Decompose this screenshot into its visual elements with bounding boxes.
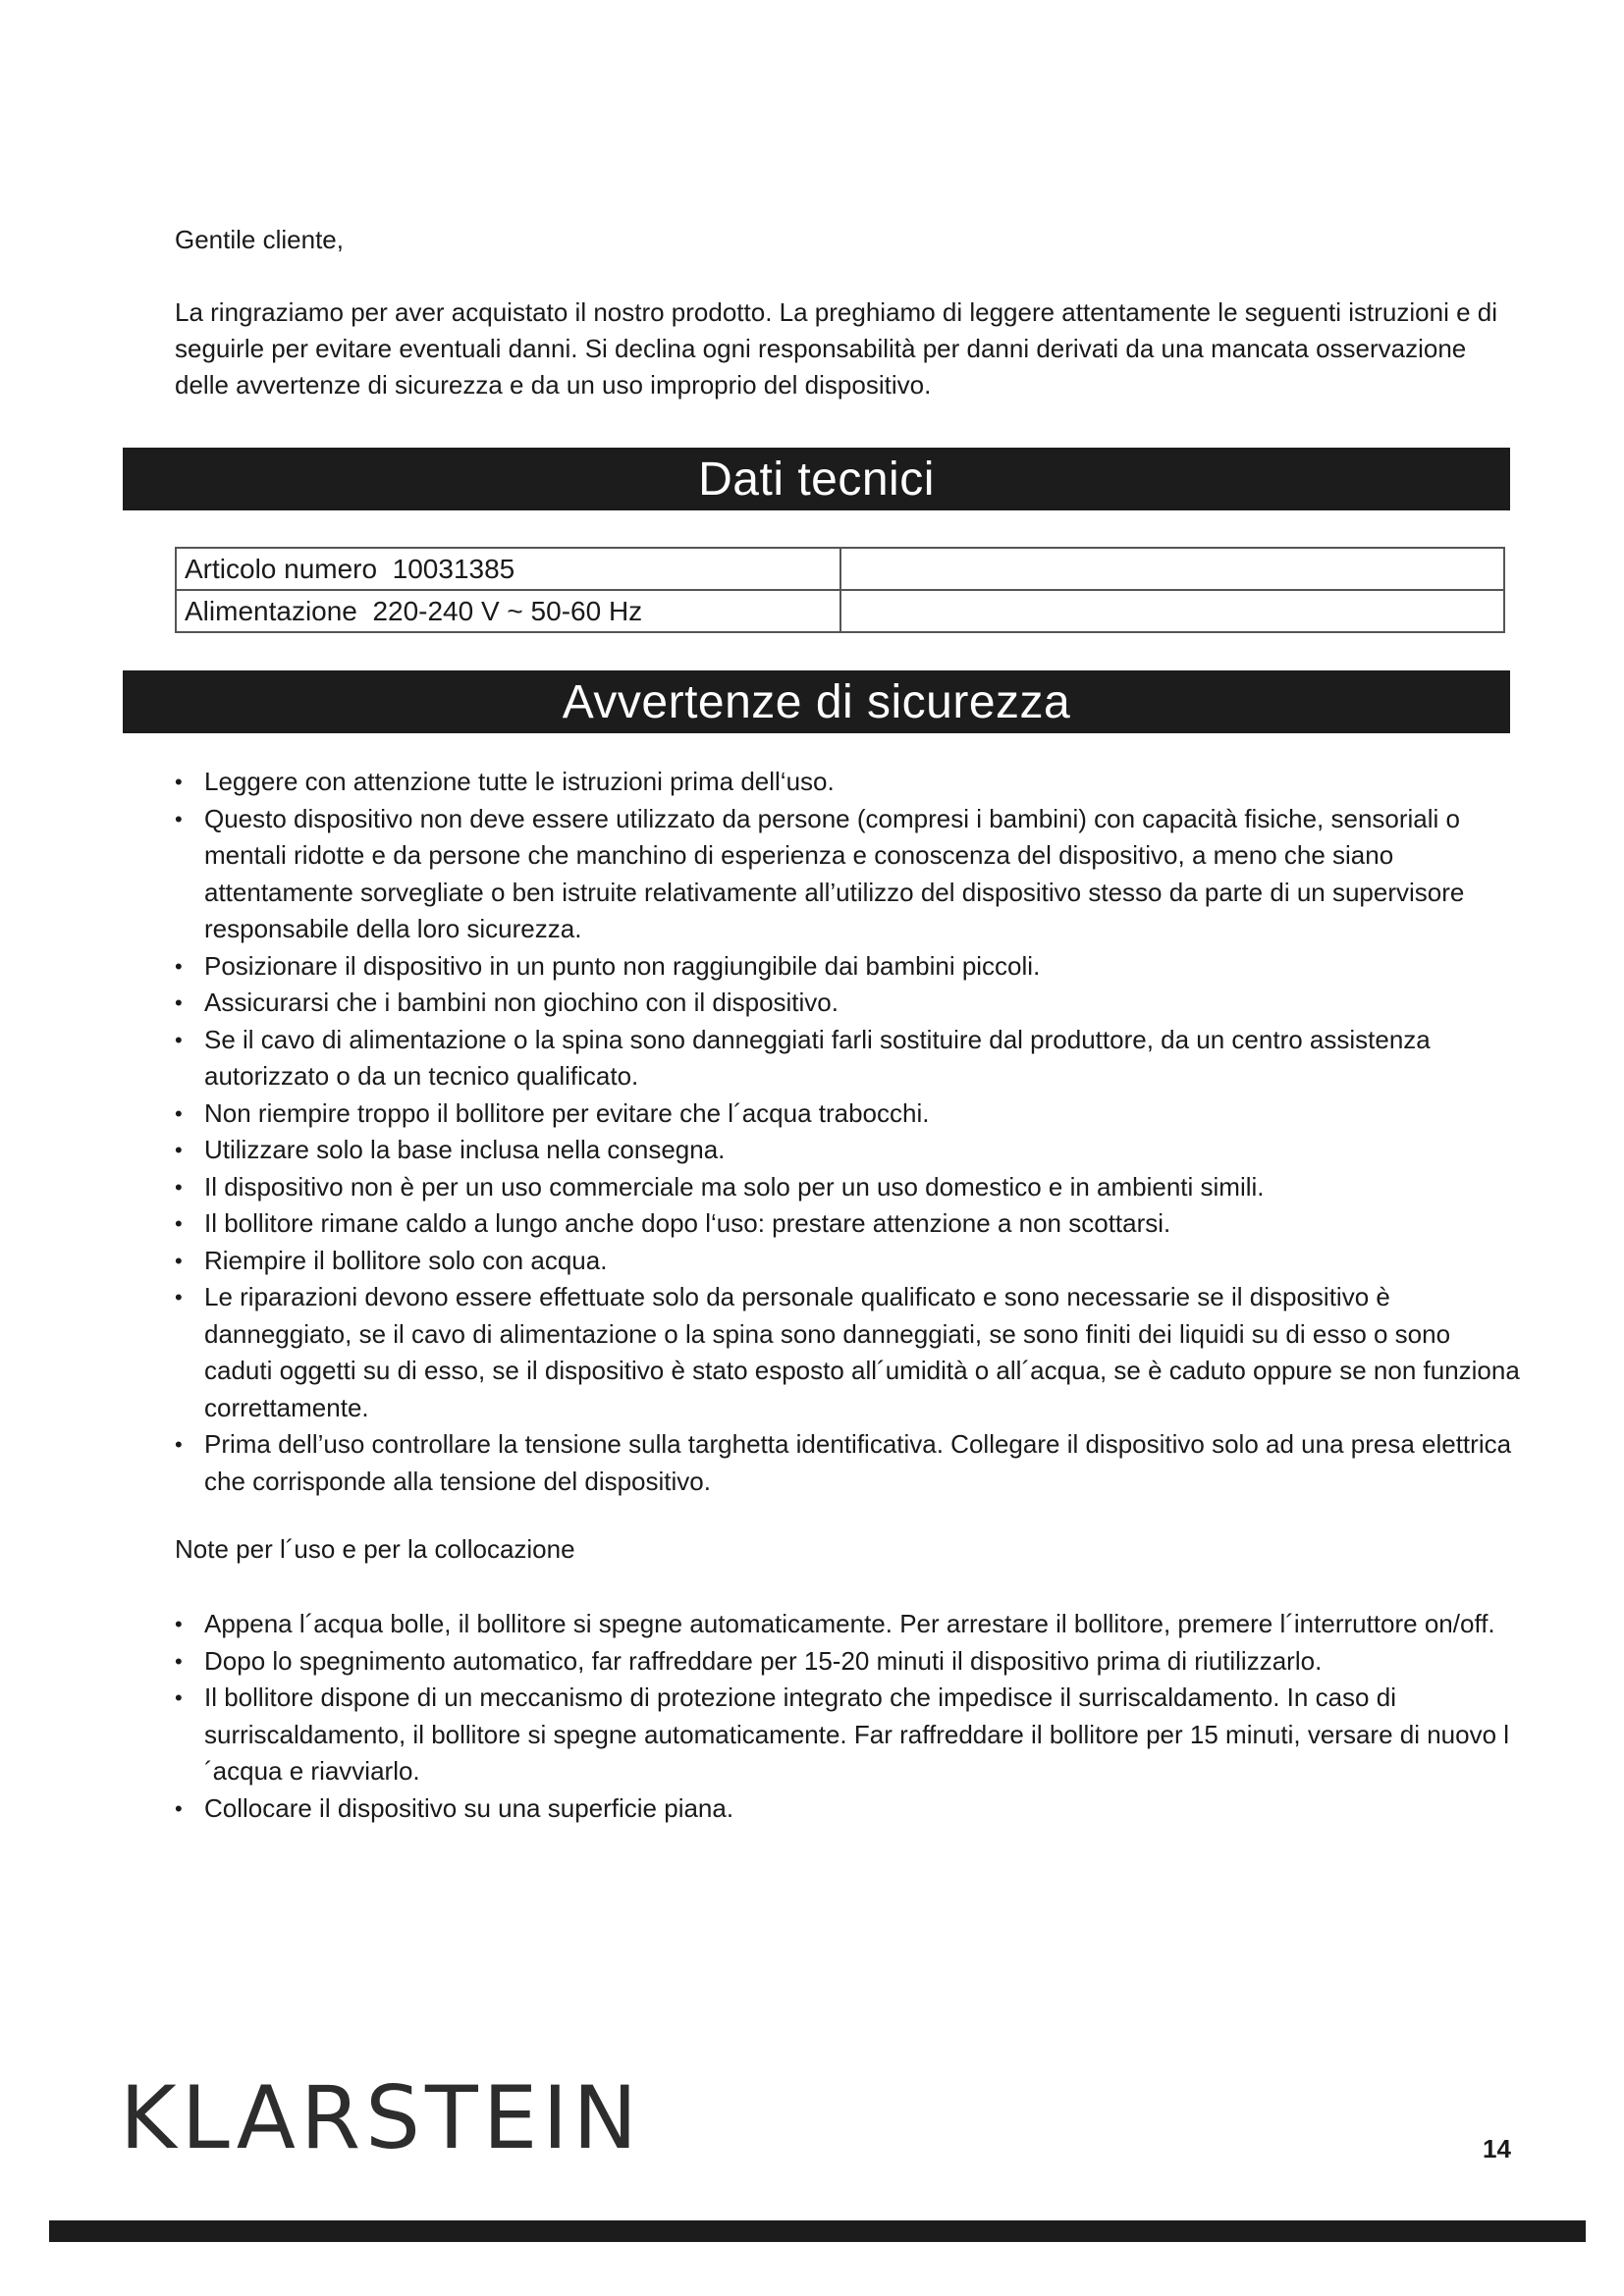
safety-banner: Avvertenze di sicurezza	[123, 670, 1510, 733]
safety-item: • Questo dispositivo non deve essere utilizzato da persone (compresi i bambini) con capacità fisiche, sensoriali o mentali ridotte e da persone che manchino di esperienza e conoscenza del dispositivo, a meno che siano attentamente sorvegliate o ben istruite relativamente all’utilizzo del dispositivo stesso da parte di un supervisore responsabile della loro sicurezza.	[175, 801, 1520, 948]
spec-cell-empty	[840, 548, 1505, 590]
footer-bar	[49, 2220, 1586, 2242]
salutation: Gentile cliente,	[175, 225, 344, 254]
safety-item: • Se il cavo di alimentazione o la spina sono danneggiati farli sostituire dal produttore, da un centro assistenza autorizzato o da un tecnico qualificato.	[175, 1022, 1520, 1095]
safety-item: • Leggere con attenzione tutte le istruzioni prima dell‘uso.	[175, 764, 1520, 801]
safety-item: • Posizionare il dispositivo in un punto non raggiungibile dai bambini piccoli.	[175, 948, 1520, 986]
safety-item: • Prima dell’uso controllare la tensione sulla targhetta identificativa. Collegare il dispositivo solo ad una presa elettrica che corrisponde alla tensione del dispositivo.	[175, 1426, 1520, 1500]
safety-item: • Assicurarsi che i bambini non giochino con il dispositivo.	[175, 985, 1520, 1022]
safety-item: • Riempire il bollitore solo con acqua.	[175, 1243, 1520, 1280]
usage-item: • Il bollitore dispone di un meccanismo di protezione integrato che impedisce il surriscaldamento. In caso di surriscaldamento, il bollitore si spegne automaticamente. Far raffreddare il bollitore per 15 minuti, versare di nuovo l´acqua e riavviarlo.	[175, 1680, 1520, 1790]
tech-data-banner: Dati tecnici	[123, 448, 1510, 510]
spec-cell-empty	[840, 590, 1505, 632]
spec-row-power	[176, 590, 1504, 632]
safety-list	[175, 764, 1520, 1500]
brand-logo: KLARSTEIN	[120, 2067, 643, 2168]
usage-list	[175, 1606, 1520, 1827]
safety-item: • Il bollitore rimane caldo a lungo anche dopo l‘uso: prestare attenzione a non scottarsi.	[175, 1205, 1520, 1243]
safety-item: • Il dispositivo non è per un uso commerciale ma solo per un uso domestico e in ambienti simili.	[175, 1169, 1520, 1206]
spec-label: Articolo numero	[185, 553, 378, 584]
spec-cell-article	[176, 548, 840, 590]
spec-value: 10031385	[392, 553, 515, 584]
intro-paragraph: La ringraziamo per aver acquistato il nostro prodotto. La preghiamo di leggere attentamente le seguenti istruzioni e di seguirle per evitare eventuali danni. Si declina ogni responsabilità per danni derivati da una mancata osservazione delle avvertenze di sicurezza e da un uso improprio del dispositivo.	[175, 297, 1498, 400]
usage-item: • Collocare il dispositivo su una superficie piana.	[175, 1790, 1520, 1828]
usage-heading: Note per l´uso e per la collocazione	[175, 1534, 575, 1564]
tech-spec-table	[175, 547, 1505, 633]
spec-label: Alimentazione	[185, 595, 357, 626]
safety-item: • Non riempire troppo il bollitore per evitare che l´acqua trabocchi.	[175, 1095, 1520, 1133]
spec-cell-power	[176, 590, 840, 632]
safety-item: • Utilizzare solo la base inclusa nella consegna.	[175, 1132, 1520, 1169]
spec-row-article	[176, 548, 1504, 590]
spec-value: 220-240 V ~ 50-60 Hz	[372, 595, 643, 626]
usage-item: • Appena l´acqua bolle, il bollitore si spegne automaticamente. Per arrestare il bollitore, premere l´interruttore on/off.	[175, 1606, 1520, 1643]
usage-item: • Dopo lo spegnimento automatico, far raffreddare per 15-20 minuti il dispositivo prima di riutilizzarlo.	[175, 1643, 1520, 1681]
page-number: 14	[1483, 2134, 1511, 2163]
safety-item: • Le riparazioni devono essere effettuate solo da personale qualificato e sono necessarie se il dispositivo è danneggiato, se il cavo di alimentazione o la spina sono danneggiati, se sono finiti dei liquidi su di esso o sono caduti oggetti su di esso, se il dispositivo è stato esposto all´umidità o all´acqua, se è caduto oppure se non funziona correttamente.	[175, 1279, 1520, 1426]
